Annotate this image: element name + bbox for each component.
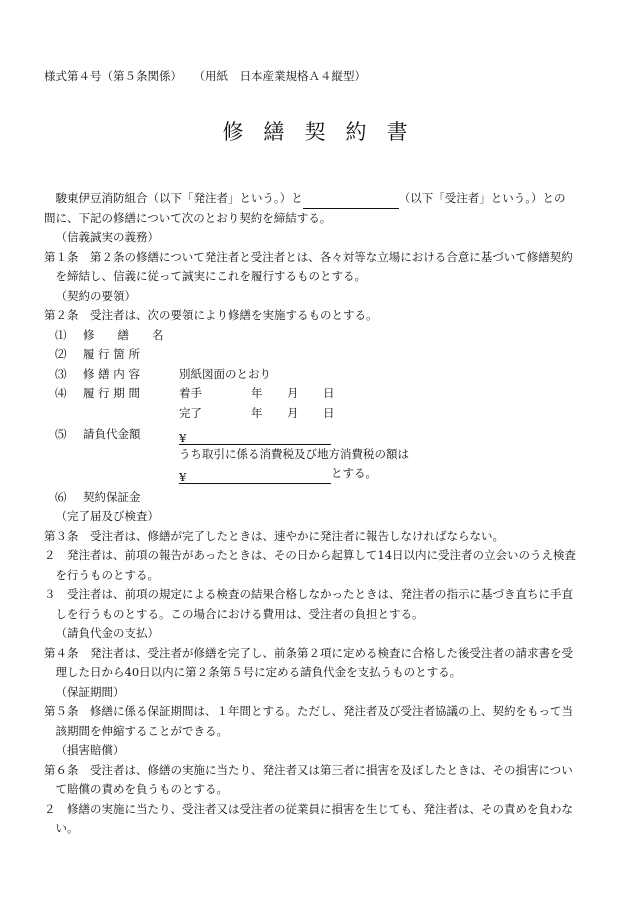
art2-line-1: 第２条 受注者は、次の要領により修繕を実施するものとする。: [44, 308, 378, 322]
intro-line-1: 駿東伊豆消防組合（以下「発注者」という。）と （以下「受注者」という。）との: [44, 189, 592, 209]
art5-line-2: 該期間を伸縮することができる。: [55, 723, 228, 738]
form-number: 様式第４号（第５条関係）: [44, 69, 177, 83]
art2-heading: （契約の要領）: [55, 288, 136, 303]
art1-line-1: 第１条 第２条の修繕について発注者と受注者とは、各々対等な立場における合意に基づいて修繕契約: [44, 249, 573, 264]
art5-line-1: 第５条 修繕に係る保証期間は、１年間とする。ただし、発注者及び受注者協議の上、契約をもって当: [44, 704, 573, 718]
price-blank: ¥: [179, 429, 331, 445]
art3-p2-line-1: ２ 発注者は、前項の報告があったときは、その日から起算して14日以内に受注者の立会いのうえ検査: [44, 548, 577, 562]
art3-p2-line-2: を行うものとする。: [55, 567, 159, 582]
document-title: 修繕契約書: [222, 120, 428, 144]
art4-line-2: 理した日から40日以内に第２条第５号に定める請負代金を支払うものとする。: [55, 665, 462, 679]
art3-heading: （完了届及び検査）: [55, 509, 159, 523]
item-tax-note: うち取引に係る消費税及び地方消費税の額は: [179, 446, 409, 461]
art3-p3-line-1: ３ 受注者は、前項の規定による検査の結果合格しなかったときは、発注者の指示に基づき直ちに手直: [44, 587, 573, 601]
art3-p3-line-2: しを行うものとする。この場合における費用は、受注者の負担とする。: [55, 606, 424, 621]
item-tax-amount: ¥ とする。: [179, 466, 377, 484]
art6-line-1: 第６条 受注者は、修繕の実施に当たり、発注者又は第三者に損害を及ぼしたときは、その損害につい: [44, 762, 573, 777]
item-period-end: 完了 年 月 日: [179, 405, 335, 420]
art6-p2-line-2: い。: [55, 821, 79, 835]
paper-spec: （用紙 日本産業規格Ａ４縦型）: [199, 69, 366, 83]
form-number-line: [44, 68, 366, 84]
art5-heading: （保証期間）: [55, 684, 125, 699]
contractor-name-blank: [303, 193, 399, 209]
tax-blank: ¥: [179, 468, 331, 484]
art6-heading: （損害賠償）: [55, 743, 125, 757]
item-guarantee: ⑹ 契約保証金: [55, 489, 141, 504]
contract-body: [44, 189, 592, 839]
item-location: ⑵ 履 行 箇 所: [55, 347, 140, 361]
item-period: ⑷ 履 行 期 間 着手 年 月 日: [55, 386, 335, 400]
item-repair-name: ⑴ 修 繕 名: [55, 327, 164, 342]
art1-heading: （信義誠実の義務）: [55, 230, 159, 244]
art3-line-1: 第３条 受注者は、修繕が完了したときは、速やかに発注者に報告しなければならない。: [44, 528, 504, 543]
art1-line-2: を締結し、信義に従って誠実にこれを履行するものとする。: [55, 269, 366, 283]
art6-p2-line-1: ２ 修繕の実施に当たり、受注者又は受注者の従業員に損害を生じても、発注者は、その責めを負わな: [44, 801, 573, 816]
art4-heading: （請負代金の支払）: [55, 626, 159, 640]
art6-line-2: て賠償の責めを負うものとする。: [55, 782, 228, 796]
item-content: ⑶ 修 繕 内 容 別紙図面のとおり: [55, 366, 271, 381]
intro-line-2: 間に、下記の修繕について次のとおり契約を締結する。: [44, 210, 332, 225]
item-price: ⑸ 請負代金額 ¥: [44, 425, 592, 445]
art4-line-1: 第４条 発注者は、受注者が修繕を完了し、前条第２項に定める検査に合格した後受注者の請求書を受: [44, 645, 573, 660]
